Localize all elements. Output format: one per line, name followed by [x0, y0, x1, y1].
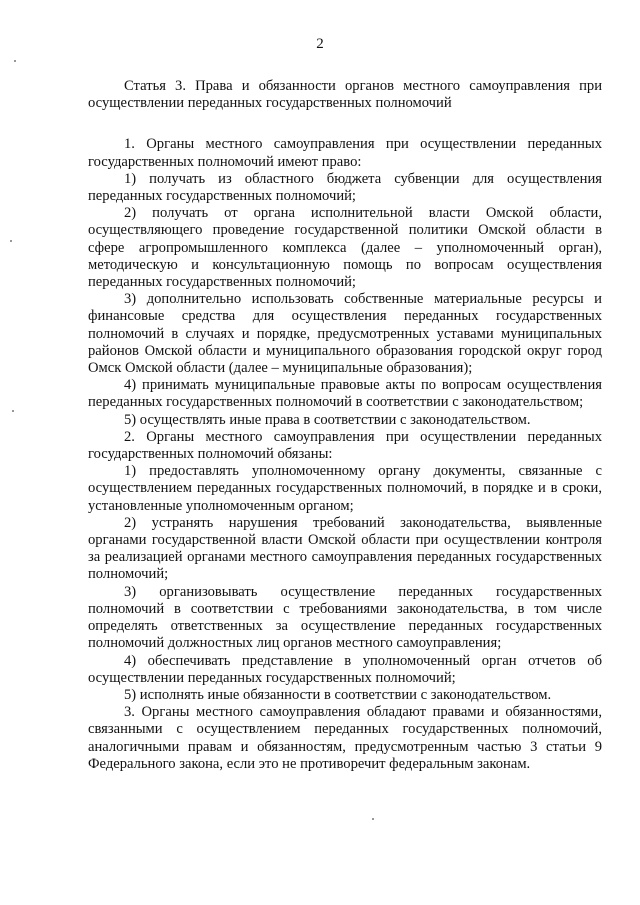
paragraph-1-item-1: 1) получать из областного бюджета субвенции для осуществления переданных государственных полномочий;: [88, 170, 602, 205]
paragraph-2-item-4: 4) обеспечивать представление в уполномоченный орган отчетов об осуществлении переданных государственных полномочий;: [88, 652, 602, 686]
paragraph-3: 3. Органы местного самоуправления обладают правами и обязанностями, связанными с осуществлением переданных государственных полномочий, аналогичными правам и обязанностям, предусмотренным частью 3 статьи 9 Федерального закона, если это не противоречит федеральным законам.: [88, 704, 602, 772]
paragraph-1-item-4: 4) принимать муниципальные правовые акты по вопросам осуществления переданных государственных полномочий в соответствии с законодательством;: [88, 377, 602, 411]
scan-speck: [14, 60, 16, 62]
paragraph-1-item-5: 5) осуществлять иные права в соответствии с законодательством.: [124, 411, 531, 428]
scan-speck: [372, 818, 374, 820]
paragraph-2: 2. Органы местного самоуправления при осуществлении переданных государственных полномочий обязаны:: [88, 428, 602, 463]
paragraph-2-item-1: 1) предоставлять уполномоченному органу документы, связанные с осуществлением переданных государственных полномочий, в порядке и в сроки, установленные уполномоченным органом;: [88, 463, 602, 514]
paragraph-1-item-2: 2) получать от органа исполнительной власти Омской области, осуществляющего проведение государственной политики Омской области в сфере агропромышленного комплекса (далее – уполномоченный орган), методическую и консультационную помощь по вопросам осуществления переданных государственных полномочий;: [88, 205, 602, 291]
paragraph-1-item-3: 3) дополнительно использовать собственные материальные ресурсы и финансовые средства для осуществления переданных государственных полномочий в случаях и порядке, предусмотренных уставами муниципальных районов Омской области и муниципального образования городской округ город Омск Омской области (далее – муниципальные образования);: [88, 291, 602, 377]
article-title: Статья 3. Права и обязанности органов местного самоуправления при осуществлении переданных государственных полномочий: [88, 78, 602, 112]
paragraph-2-item-5: 5) исполнять иные обязанности в соответствии с законодательством.: [124, 686, 552, 703]
paragraph-2-item-2: 2) устранять нарушения требований законодательства, выявленные органами государственной власти Омской области при осуществлении контроля за реализацией органами местного самоуправления переданных государственных полномочий;: [88, 514, 602, 583]
paragraph-1: 1. Органы местного самоуправления при осуществлении переданных государственных полномочий имеют право:: [88, 136, 602, 170]
scan-speck: [10, 240, 12, 242]
page-number: 2: [316, 36, 324, 52]
paragraph-2-item-3: 3) организовывать осуществление переданных государственных полномочий в соответствии с требованиями законодательства, в том числе определять ответственных за осуществление переданных государственных полномочий должностных лиц органов местного самоуправления;: [88, 583, 602, 652]
document-body: [88, 78, 602, 773]
scan-speck: [12, 410, 14, 412]
